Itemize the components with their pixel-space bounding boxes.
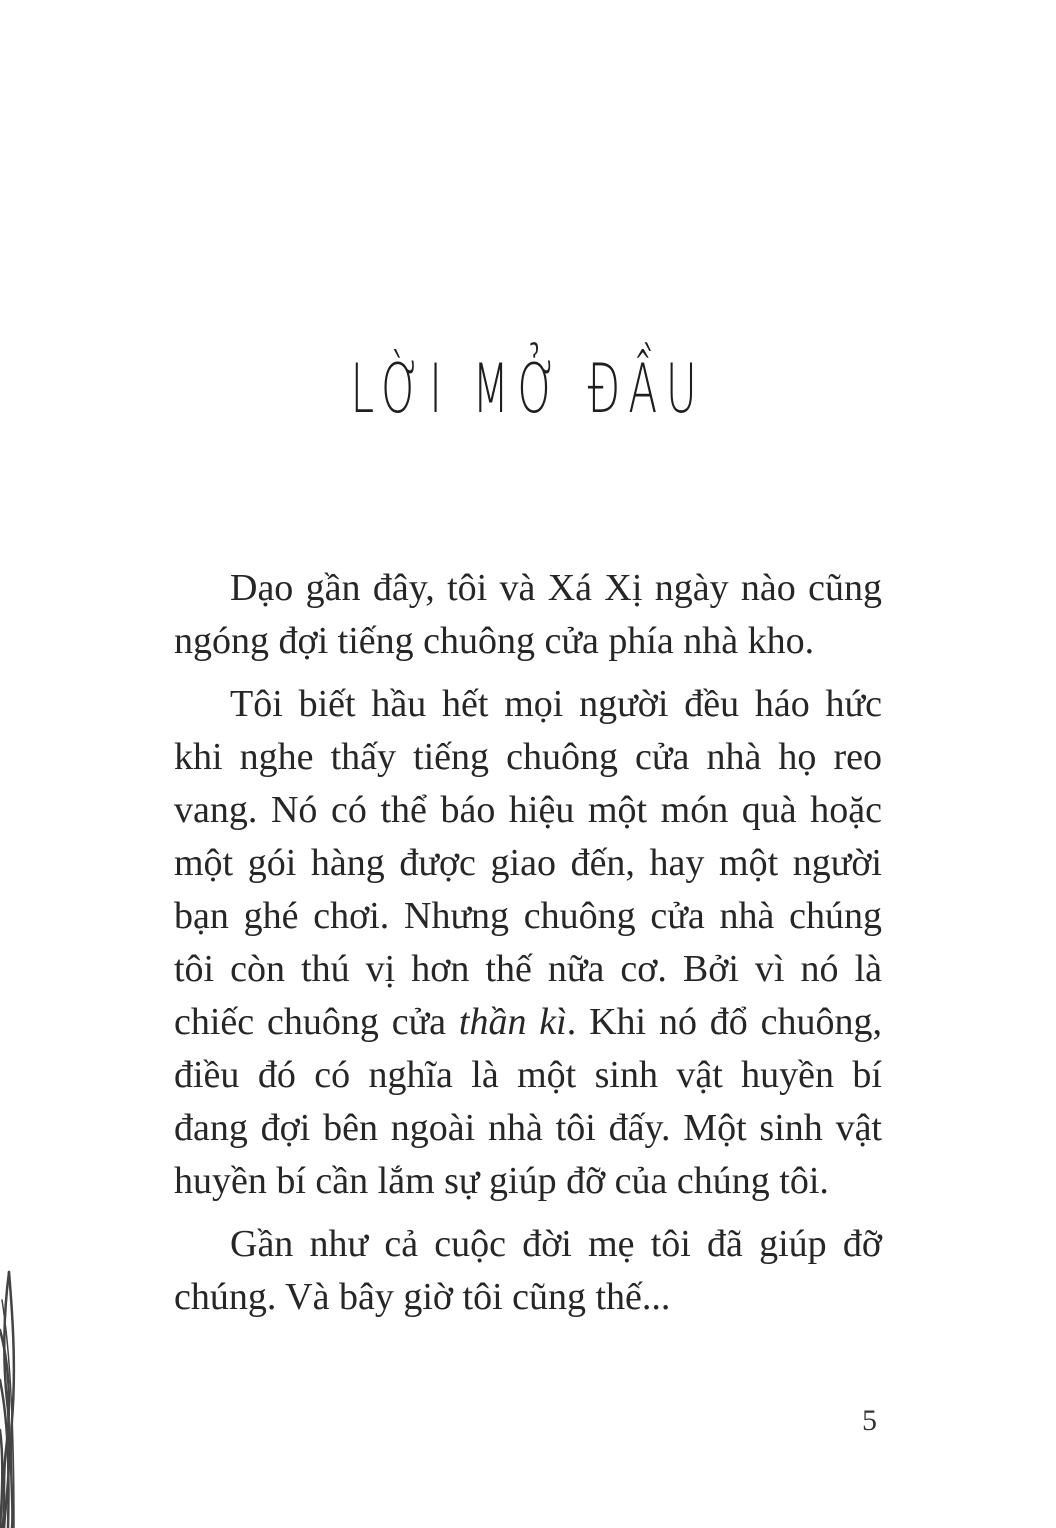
- paragraph-1: Dạo gần đây, tôi và Xá Xị ngày nào cũng ngóng đợi tiếng chuông cửa phía nhà kho.: [174, 567, 882, 662]
- paragraph-2: [174, 678, 882, 1208]
- chapter-title: LỜI MỞ ĐẦU: [350, 350, 706, 429]
- paragraph-2-before: Tôi biết hầu hết mọi người đều háo hức khi nghe thấy tiếng chuông cửa nhà họ reo vang. Nó có thể báo hiệu một món quà hoặc một gói hàng được giao đến, hay một người bạn ghé chơi. Nhưng chuông cửa nhà chúng tôi còn thú vị hơn thế nữa cơ. Bởi vì nó là chiếc chuông cửa: [174, 683, 882, 1043]
- feather-decoration-icon: [0, 1270, 40, 1528]
- page-number: 5: [862, 1404, 877, 1437]
- paragraph-2-italic: thần kì: [458, 1001, 567, 1043]
- body-text: [174, 562, 882, 1334]
- paragraph-2-after: . Khi nó đổ chuông, điều đó có nghĩa là một sinh vật huyền bí đang đợi bên ngoài nhà tôi đấy. Một sinh vật huyền bí cần lắm sự giúp đỡ của chúng tôi.: [174, 1001, 883, 1202]
- paragraph-3: Gần như cả cuộc đời mẹ tôi đã giúp đỡ chúng. Và bây giờ tôi cũng thế...: [174, 1223, 882, 1318]
